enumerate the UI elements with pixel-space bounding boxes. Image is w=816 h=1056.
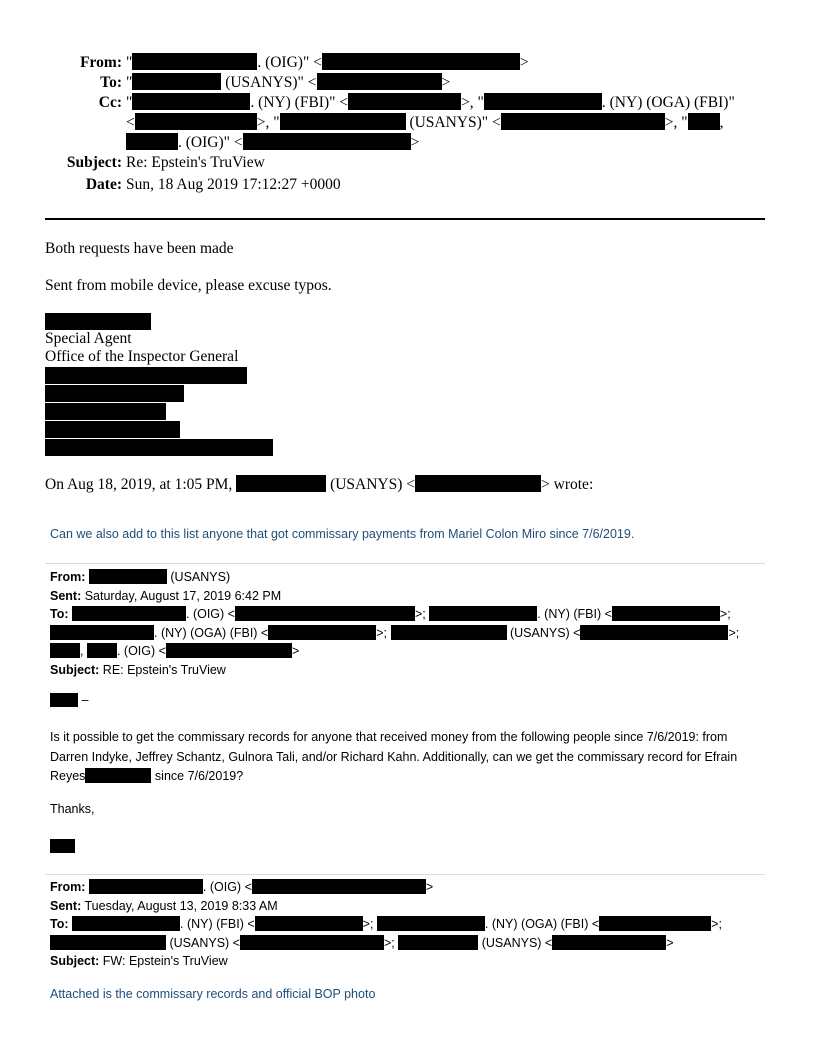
header-cc-row: Cc: " . (NY) (FBI)" < >, " . (NY) (OGA) (FBI)" (40, 93, 780, 113)
redaction (398, 935, 478, 950)
redaction (45, 385, 184, 402)
header-date-label: Date: (85, 176, 122, 193)
redaction (391, 625, 507, 640)
header-divider (45, 218, 765, 220)
header-date: Sun, 18 Aug 2019 17:12:27 +0000 (126, 176, 341, 193)
redaction (484, 93, 602, 110)
redaction (280, 113, 406, 130)
quoted-message-text: Can we also add to this list anyone that got commissary payments from Mariel Colon Miro since 7/6/2019. (50, 527, 635, 541)
redaction (255, 916, 363, 931)
redaction (50, 625, 154, 640)
message-divider (45, 563, 765, 564)
redaction (132, 93, 250, 110)
message-3-thanks: Thanks, (50, 802, 95, 816)
redaction (72, 916, 180, 931)
reply-line-2: Sent from mobile device, please excuse typos. (45, 277, 332, 294)
redaction (72, 606, 186, 621)
header-date-row (40, 175, 780, 195)
signature-title: Special Agent (45, 330, 132, 347)
message-4-header: From: . (OIG) < > Sent: Tuesday, August 13, 2019 8:33 AM To: . (NY) (FBI) < >; . (NY) (OGA) (FBI) < >; (USANYS) < >; (USANYS) < > Subject: FW: Epstein's TruView (50, 880, 722, 968)
redaction (688, 113, 720, 130)
message-3-body: Is it possible to get the commissary records for anyone that received money from the following people since 7/6/2019: from Darren Indyke, Jeffrey Schantz, Gulnora Tali, and/or Richard Kahn. Additionally, can we get the commissary record for Efrain Reyes since 7/6/2019? (50, 730, 738, 783)
redaction (236, 475, 326, 492)
message-divider (45, 874, 765, 875)
redaction (132, 53, 257, 70)
redaction (322, 53, 520, 70)
redaction (243, 133, 411, 150)
redaction (166, 643, 292, 658)
redaction (377, 916, 485, 931)
redaction (429, 606, 537, 621)
redaction (45, 403, 166, 420)
header-to-label: To: (100, 74, 122, 91)
redaction (50, 693, 78, 707)
redaction (45, 313, 151, 330)
redaction (317, 73, 442, 90)
header-from-label: From: (80, 54, 122, 71)
redaction (50, 839, 75, 853)
redaction (132, 73, 221, 90)
message-3-header: From: (USANYS) Sent: Saturday, August 17, 2019 6:42 PM To: . (OIG) < >; . (NY) (FBI) < >; . (NY) (OGA) (FBI) < >; (USANYS) < >; , . (OIG) < > Subject: RE: Epstein's TruView (50, 570, 740, 677)
redaction (348, 93, 461, 110)
quote-intro: On Aug 18, 2019, at 1:05 PM, (USANYS) < > wrote: (45, 476, 594, 493)
redaction (252, 879, 426, 894)
redaction (50, 935, 166, 950)
header-subject: Re: Epstein's TruView (126, 154, 265, 171)
message-4-body: Attached is the commissary records and official BOP photo (50, 987, 376, 1001)
reply-line-1: Both requests have been made (45, 240, 234, 257)
signature-office: Office of the Inspector General (45, 348, 239, 365)
redaction (580, 625, 728, 640)
redaction (135, 113, 257, 130)
header-cc-label: Cc: (98, 94, 122, 111)
signature-block (45, 313, 273, 456)
header-cc-row-2: < >, " (USANYS)" < >, " , (126, 114, 724, 131)
redaction (45, 421, 180, 438)
header-from-row: From: " . (OIG)" < > (40, 53, 780, 73)
header-subject-row (40, 153, 780, 173)
header-subject-label: Subject: (66, 154, 122, 171)
redaction (89, 569, 167, 584)
redaction (552, 935, 666, 950)
redaction (612, 606, 720, 621)
redaction (599, 916, 711, 931)
redaction (240, 935, 384, 950)
redaction (85, 768, 151, 783)
message-3-greeting: – (50, 693, 88, 707)
redaction (126, 133, 178, 150)
redaction (45, 439, 273, 456)
redaction (415, 475, 541, 492)
redaction (235, 606, 415, 621)
header-cc-row-3: . (OIG)" < > (40, 133, 780, 153)
redaction (89, 879, 203, 894)
email-header (40, 53, 780, 195)
redaction (87, 643, 117, 658)
redaction (45, 367, 247, 384)
redaction (50, 643, 80, 658)
header-to-row: To: " (USANYS)" < > (40, 73, 780, 93)
redaction (501, 113, 665, 130)
redaction (268, 625, 376, 640)
